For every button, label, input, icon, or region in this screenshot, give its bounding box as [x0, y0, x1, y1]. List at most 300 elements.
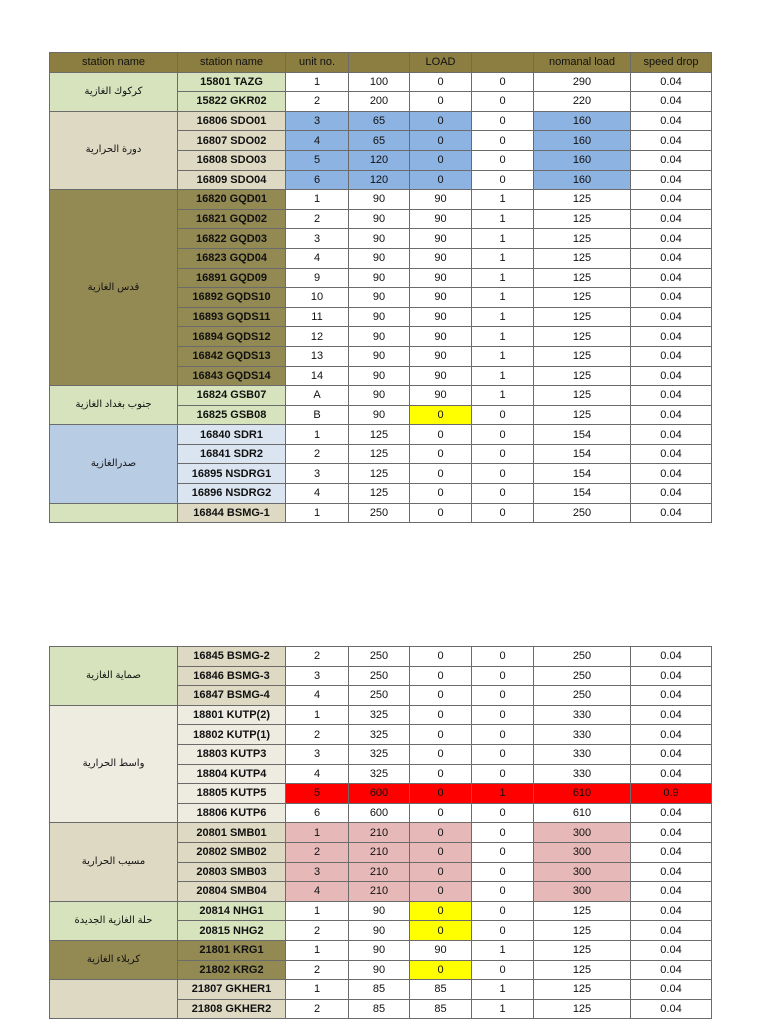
flag-cell: 0 [472, 503, 534, 523]
station-unit-name: 16808 SDO03 [178, 150, 286, 170]
unit-number-cell: 6 [286, 803, 349, 823]
capacity-cell: 90 [349, 248, 410, 268]
flag-cell: 0 [472, 823, 534, 843]
unit-number-cell: 2 [286, 647, 349, 667]
capacity-cell: 90 [349, 405, 410, 425]
nominal-load-cell: 300 [534, 862, 631, 882]
unit-number-cell: 3 [286, 229, 349, 249]
capacity-cell: 90 [349, 327, 410, 347]
nominal-load-cell: 154 [534, 444, 631, 464]
station-group-label: صماية الغازية [50, 647, 178, 706]
nominal-load-cell: 160 [534, 170, 631, 190]
load-cell: 90 [410, 209, 472, 229]
nominal-load-cell: 154 [534, 464, 631, 484]
capacity-cell: 90 [349, 386, 410, 406]
table-row [50, 705, 712, 725]
unit-number-cell: A [286, 386, 349, 406]
capacity-cell: 325 [349, 764, 410, 784]
load-cell: 0 [410, 484, 472, 504]
station-group-label: واسط الحرارية [50, 705, 178, 823]
table-row [50, 647, 712, 667]
capacity-cell: 125 [349, 464, 410, 484]
speed-drop-cell: 0.04 [631, 764, 712, 784]
table-row [50, 503, 712, 523]
flag-cell: 1 [472, 346, 534, 366]
load-cell: 0 [410, 464, 472, 484]
header-row [50, 53, 712, 73]
station-unit-name: 16807 SDO02 [178, 131, 286, 151]
station-unit-name: 16893 GQDS11 [178, 307, 286, 327]
unit-number-cell: 6 [286, 170, 349, 190]
station-table-1 [49, 52, 712, 523]
load-cell: 0 [410, 882, 472, 902]
load-cell: 90 [410, 346, 472, 366]
station-group-label: كركوك الغازية [50, 72, 178, 111]
flag-cell: 1 [472, 980, 534, 1000]
flag-cell: 0 [472, 744, 534, 764]
capacity-cell: 325 [349, 725, 410, 745]
speed-drop-cell: 0.04 [631, 209, 712, 229]
unit-number-cell: 2 [286, 725, 349, 745]
nominal-load-cell: 125 [534, 940, 631, 960]
load-cell: 0 [410, 170, 472, 190]
load-cell: 0 [410, 705, 472, 725]
capacity-cell: 210 [349, 882, 410, 902]
speed-drop-cell: 0.04 [631, 229, 712, 249]
nominal-load-cell: 125 [534, 248, 631, 268]
load-cell: 0 [410, 901, 472, 921]
load-cell: 0 [410, 921, 472, 941]
speed-drop-cell: 0.04 [631, 666, 712, 686]
station-unit-name: 16824 GSB07 [178, 386, 286, 406]
station-unit-name: 20814 NHG1 [178, 901, 286, 921]
load-cell: 0 [410, 666, 472, 686]
unit-number-cell: 11 [286, 307, 349, 327]
flag-cell: 0 [472, 803, 534, 823]
flag-cell: 0 [472, 882, 534, 902]
flag-cell: 1 [472, 307, 534, 327]
flag-cell: 0 [472, 764, 534, 784]
flag-cell: 1 [472, 327, 534, 347]
capacity-cell: 90 [349, 229, 410, 249]
load-cell: 90 [410, 327, 472, 347]
speed-drop-cell: 0.04 [631, 386, 712, 406]
station-group-label: جنوب بغداد الغازية [50, 386, 178, 425]
station-name-header: station name [178, 53, 286, 73]
speed-drop-cell: 0.04 [631, 744, 712, 764]
load-cell: 0 [410, 131, 472, 151]
table-row [50, 386, 712, 406]
unit-number-cell: 4 [286, 686, 349, 706]
speed-drop-cell: 0.04 [631, 444, 712, 464]
speed-drop-cell: 0.04 [631, 170, 712, 190]
capacity-cell: 90 [349, 268, 410, 288]
station-unit-name: 16847 BSMG-4 [178, 686, 286, 706]
capacity-cell: 600 [349, 784, 410, 804]
flag-cell: 1 [472, 940, 534, 960]
load-cell: 0 [410, 150, 472, 170]
flag-cell: 1 [472, 209, 534, 229]
station-unit-name: 16825 GSB08 [178, 405, 286, 425]
load-cell: 0 [410, 842, 472, 862]
nominal-load-cell: 330 [534, 764, 631, 784]
capacity-cell: 125 [349, 425, 410, 445]
capacity-cell: 90 [349, 307, 410, 327]
capacity-header [349, 53, 410, 73]
capacity-cell: 90 [349, 901, 410, 921]
unit-number-cell: 5 [286, 784, 349, 804]
unit-number-cell: 1 [286, 425, 349, 445]
station-name-header: station name [50, 53, 178, 73]
load-cell: 0 [410, 92, 472, 112]
capacity-cell: 90 [349, 346, 410, 366]
station-unit-name: 16820 GQD01 [178, 190, 286, 210]
table-row [50, 980, 712, 1000]
station-unit-name: 18806 KUTP6 [178, 803, 286, 823]
nominal-load-cell: 125 [534, 346, 631, 366]
load-cell: 90 [410, 288, 472, 308]
flag-header [472, 53, 534, 73]
load-cell: 90 [410, 940, 472, 960]
speed-drop-cell: 0.04 [631, 842, 712, 862]
speed-drop-cell: 0.04 [631, 72, 712, 92]
nominal-load-cell: 125 [534, 268, 631, 288]
speed-drop-cell: 0.04 [631, 190, 712, 210]
unit-number-cell: 2 [286, 921, 349, 941]
speed-drop-cell: 0.04 [631, 111, 712, 131]
table-row [50, 190, 712, 210]
station-table-2 [49, 646, 712, 1019]
flag-cell: 0 [472, 131, 534, 151]
load-cell: 90 [410, 386, 472, 406]
capacity-cell: 210 [349, 823, 410, 843]
nominal-load-cell: 610 [534, 803, 631, 823]
nominal-load-cell: 160 [534, 150, 631, 170]
capacity-cell: 210 [349, 862, 410, 882]
capacity-cell: 200 [349, 92, 410, 112]
flag-cell: 0 [472, 705, 534, 725]
load-cell: 0 [410, 444, 472, 464]
unit-number-cell: 1 [286, 190, 349, 210]
station-unit-name: 16809 SDO04 [178, 170, 286, 190]
speed-drop-cell: 0.04 [631, 464, 712, 484]
station-unit-name: 18805 KUTP5 [178, 784, 286, 804]
nominal-load-cell: 154 [534, 425, 631, 445]
station-group-label: قدس الغازية [50, 190, 178, 386]
station-unit-name: 15801 TAZG [178, 72, 286, 92]
flag-cell: 0 [472, 72, 534, 92]
nominal-load-cell: 125 [534, 190, 631, 210]
nominal-load-cell: 250 [534, 686, 631, 706]
station-group-label [50, 980, 178, 1019]
speed-drop-cell: 0.04 [631, 425, 712, 445]
nominal-load-cell: 290 [534, 72, 631, 92]
nominal-load-cell: 154 [534, 484, 631, 504]
unit-number-cell: 1 [286, 940, 349, 960]
load-header: LOAD [410, 53, 472, 73]
flag-cell: 0 [472, 425, 534, 445]
table-row [50, 425, 712, 445]
station-unit-name: 20802 SMB02 [178, 842, 286, 862]
flag-cell: 1 [472, 268, 534, 288]
load-cell: 90 [410, 307, 472, 327]
nominal-load-cell: 300 [534, 823, 631, 843]
station-unit-name: 21801 KRG1 [178, 940, 286, 960]
speed-drop-cell: 0.04 [631, 980, 712, 1000]
load-cell: 0 [410, 725, 472, 745]
nominal-load-cell: 610 [534, 784, 631, 804]
speed-drop-cell: 0.04 [631, 131, 712, 151]
nominal-load-cell: 125 [534, 921, 631, 941]
capacity-cell: 85 [349, 999, 410, 1019]
speed-drop-cell: 0.04 [631, 901, 712, 921]
nominal-load-cell: 125 [534, 327, 631, 347]
nominal-load-cell: 125 [534, 288, 631, 308]
load-cell: 0 [410, 764, 472, 784]
station-unit-name: 16823 GQD04 [178, 248, 286, 268]
speed-drop-cell: 0.04 [631, 346, 712, 366]
speed-drop-cell: 0.04 [631, 647, 712, 667]
unit-number-cell: 3 [286, 862, 349, 882]
speed-drop-cell: 0.04 [631, 307, 712, 327]
unit-number-cell: 2 [286, 842, 349, 862]
flag-cell: 1 [472, 229, 534, 249]
nominal-load-cell: 125 [534, 229, 631, 249]
station-unit-name: 21807 GKHER1 [178, 980, 286, 1000]
table-body [50, 647, 712, 1019]
unit-number-cell: 4 [286, 248, 349, 268]
unit-number-cell: 4 [286, 131, 349, 151]
station-unit-name: 20803 SMB03 [178, 862, 286, 882]
load-cell: 0 [410, 686, 472, 706]
capacity-cell: 90 [349, 288, 410, 308]
station-unit-name: 16806 SDO01 [178, 111, 286, 131]
capacity-cell: 90 [349, 190, 410, 210]
capacity-cell: 325 [349, 705, 410, 725]
flag-cell: 0 [472, 842, 534, 862]
capacity-cell: 125 [349, 444, 410, 464]
station-unit-name: 21802 KRG2 [178, 960, 286, 980]
nominal-load-cell: 125 [534, 960, 631, 980]
speed-drop-cell: 0.04 [631, 366, 712, 386]
unit-number-cell: 4 [286, 882, 349, 902]
speed-drop-cell: 0.04 [631, 862, 712, 882]
nominal-load-cell: 125 [534, 405, 631, 425]
capacity-cell: 210 [349, 842, 410, 862]
station-unit-name: 20801 SMB01 [178, 823, 286, 843]
speed-drop-cell: 0.04 [631, 484, 712, 504]
capacity-cell: 120 [349, 150, 410, 170]
station-unit-name: 16822 GQD03 [178, 229, 286, 249]
speed-drop-cell: 0.04 [631, 503, 712, 523]
station-unit-name: 15822 GKR02 [178, 92, 286, 112]
load-cell: 0 [410, 647, 472, 667]
nominal-load-cell: 250 [534, 666, 631, 686]
load-cell: 0 [410, 744, 472, 764]
speed-drop-cell: 0.04 [631, 940, 712, 960]
flag-cell: 0 [472, 444, 534, 464]
table-row [50, 940, 712, 960]
unit-number-cell: 13 [286, 346, 349, 366]
capacity-cell: 85 [349, 980, 410, 1000]
unit-number-cell: 3 [286, 111, 349, 131]
station-unit-name: 18803 KUTP3 [178, 744, 286, 764]
capacity-cell: 250 [349, 647, 410, 667]
load-cell: 0 [410, 503, 472, 523]
capacity-cell: 250 [349, 666, 410, 686]
station-unit-name: 16841 SDR2 [178, 444, 286, 464]
unit-number-cell: 1 [286, 901, 349, 921]
station-unit-name: 20804 SMB04 [178, 882, 286, 902]
nominal-load-cell: 250 [534, 647, 631, 667]
load-cell: 0 [410, 803, 472, 823]
speed-drop-header: speed drop [631, 53, 712, 73]
flag-cell: 0 [472, 666, 534, 686]
unit-number-cell: 3 [286, 464, 349, 484]
flag-cell: 1 [472, 386, 534, 406]
load-cell: 0 [410, 111, 472, 131]
flag-cell: 1 [472, 366, 534, 386]
unit-number-cell: 4 [286, 484, 349, 504]
station-unit-name: 16821 GQD02 [178, 209, 286, 229]
load-cell: 0 [410, 72, 472, 92]
speed-drop-cell: 0.04 [631, 960, 712, 980]
flag-cell: 1 [472, 784, 534, 804]
capacity-cell: 90 [349, 209, 410, 229]
flag-cell: 0 [472, 647, 534, 667]
station-unit-name: 16845 BSMG-2 [178, 647, 286, 667]
station-group-label: حلة الغازية الجديدة [50, 901, 178, 940]
unit-number-cell: 10 [286, 288, 349, 308]
nominal-load-cell: 125 [534, 366, 631, 386]
unit-number-cell: 1 [286, 705, 349, 725]
speed-drop-cell: 0.04 [631, 288, 712, 308]
station-unit-name: 16840 SDR1 [178, 425, 286, 445]
capacity-cell: 90 [349, 921, 410, 941]
load-cell: 90 [410, 268, 472, 288]
capacity-cell: 125 [349, 484, 410, 504]
capacity-cell: 65 [349, 111, 410, 131]
flag-cell: 0 [472, 901, 534, 921]
station-unit-name: 18802 KUTP(1) [178, 725, 286, 745]
unit-number-cell: B [286, 405, 349, 425]
unit-number-cell: 14 [286, 366, 349, 386]
flag-cell: 0 [472, 960, 534, 980]
nominal-load-header: nomanal load [534, 53, 631, 73]
station-group-label [50, 503, 178, 523]
station-group-label: صدرالغازية [50, 425, 178, 503]
station-unit-name: 16843 GQDS14 [178, 366, 286, 386]
speed-drop-cell: 0.04 [631, 823, 712, 843]
unit-number-cell: 3 [286, 666, 349, 686]
unit-number-cell: 2 [286, 444, 349, 464]
nominal-load-cell: 220 [534, 92, 631, 112]
unit-number-cell: 4 [286, 764, 349, 784]
unit-number-cell: 2 [286, 209, 349, 229]
flag-cell: 1 [472, 999, 534, 1019]
capacity-cell: 90 [349, 366, 410, 386]
speed-drop-cell: 0.04 [631, 327, 712, 347]
capacity-cell: 325 [349, 744, 410, 764]
unit-number-cell: 5 [286, 150, 349, 170]
load-cell: 0 [410, 823, 472, 843]
flag-cell: 0 [472, 150, 534, 170]
capacity-cell: 90 [349, 960, 410, 980]
nominal-load-cell: 125 [534, 307, 631, 327]
nominal-load-cell: 160 [534, 111, 631, 131]
unit-number-cell: 3 [286, 744, 349, 764]
unit-number-cell: 2 [286, 999, 349, 1019]
nominal-load-cell: 330 [534, 744, 631, 764]
station-unit-name: 16891 GQD09 [178, 268, 286, 288]
flag-cell: 0 [472, 862, 534, 882]
load-cell: 85 [410, 999, 472, 1019]
load-cell: 0 [410, 862, 472, 882]
table-row [50, 823, 712, 843]
nominal-load-cell: 125 [534, 386, 631, 406]
speed-drop-cell: 0.04 [631, 248, 712, 268]
speed-drop-cell: 0.04 [631, 405, 712, 425]
flag-cell: 0 [472, 686, 534, 706]
capacity-cell: 250 [349, 686, 410, 706]
capacity-cell: 250 [349, 503, 410, 523]
load-cell: 90 [410, 229, 472, 249]
speed-drop-cell: 0.04 [631, 705, 712, 725]
unit-number-cell: 2 [286, 92, 349, 112]
unit-number-cell: 1 [286, 503, 349, 523]
flag-cell: 0 [472, 484, 534, 504]
capacity-cell: 90 [349, 940, 410, 960]
station-unit-name: 18804 KUTP4 [178, 764, 286, 784]
unit-number-cell: 1 [286, 72, 349, 92]
speed-drop-cell: 0.04 [631, 803, 712, 823]
table-row [50, 111, 712, 131]
station-group-label: دورة الحرارية [50, 111, 178, 189]
table-body [50, 72, 712, 523]
station-unit-name: 16894 GQDS12 [178, 327, 286, 347]
unit-number-cell: 9 [286, 268, 349, 288]
speed-drop-cell: 0.9 [631, 784, 712, 804]
nominal-load-cell: 125 [534, 209, 631, 229]
load-cell: 0 [410, 405, 472, 425]
table-row [50, 72, 712, 92]
flag-cell: 1 [472, 190, 534, 210]
nominal-load-cell: 125 [534, 980, 631, 1000]
unit-number-cell: 1 [286, 980, 349, 1000]
station-unit-name: 16842 GQDS13 [178, 346, 286, 366]
flag-cell: 0 [472, 725, 534, 745]
flag-cell: 1 [472, 248, 534, 268]
flag-cell: 0 [472, 405, 534, 425]
speed-drop-cell: 0.04 [631, 725, 712, 745]
flag-cell: 0 [472, 464, 534, 484]
speed-drop-cell: 0.04 [631, 686, 712, 706]
load-cell: 0 [410, 425, 472, 445]
station-unit-name: 21808 GKHER2 [178, 999, 286, 1019]
nominal-load-cell: 330 [534, 725, 631, 745]
station-unit-name: 16892 GQDS10 [178, 288, 286, 308]
nominal-load-cell: 330 [534, 705, 631, 725]
nominal-load-cell: 300 [534, 842, 631, 862]
station-unit-name: 16846 BSMG-3 [178, 666, 286, 686]
unit-number-cell: 2 [286, 960, 349, 980]
load-cell: 90 [410, 366, 472, 386]
station-unit-name: 16844 BSMG-1 [178, 503, 286, 523]
flag-cell: 0 [472, 111, 534, 131]
station-group-label: مسيب الحرارية [50, 823, 178, 901]
station-unit-name: 16895 NSDRG1 [178, 464, 286, 484]
capacity-cell: 600 [349, 803, 410, 823]
